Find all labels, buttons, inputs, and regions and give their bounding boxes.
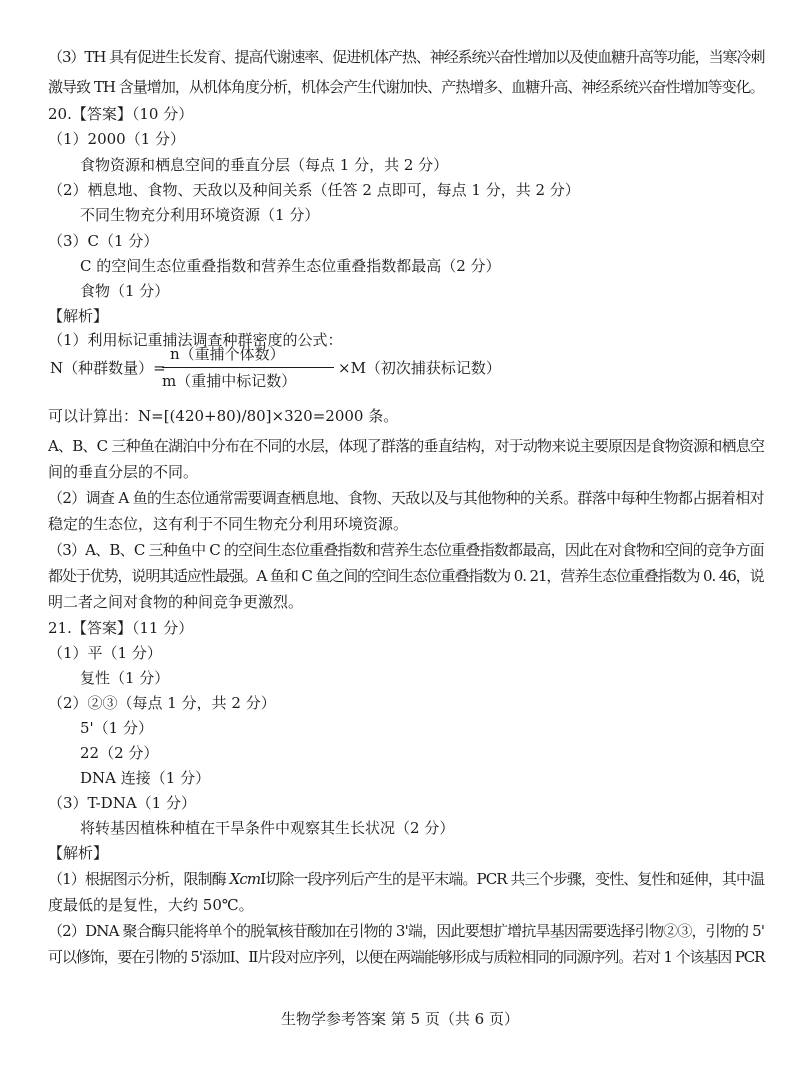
q20-answer-header: 20.【答案】（10 分） [48,105,194,123]
q19-part3-line2: 激导致 TH 含量增加，从机体角度分析，机体会产生代谢加快、产热增多、血糖升高、神经系统兴奋性增加等变化。 [48,78,764,96]
formula-denominator: m（重捕中标记数） [162,372,297,390]
q21-answer-1: （1）平（1 分） [48,644,162,662]
q21-answer-3: （3）T-DNA（1 分） [48,794,196,812]
fraction-bar [162,367,334,368]
q21-answer-1b: 复性（1 分） [80,669,170,687]
q21-explain-2-line2: 可以修饰，要在引物的 5'添加Ⅰ、Ⅱ片段对应序列，以便在两端能够形成与质粒相同的同源序列。若对 1 个该基因 PCR [48,948,765,966]
q21-explain-1-line1 [48,869,764,889]
q19-part3-line1: （3）TH 具有促进生长发育、提高代谢速率、促进机体产热、神经系统兴奋性增加以及使血糖升高等功能，当寒冷刺 [48,48,765,66]
q20-explain-1b-line2: 间的垂直分层的不同。 [48,463,199,481]
q21-explain-2-line1: （2）DNA 聚合酶只能将单个的脱氧核苷酸加在引物的 3'端，因此要想扩增抗旱基因需要选择引物②③，引物的 5' [48,922,765,940]
q20-answer-2b: 不同生物充分利用环境资源（1 分） [80,206,320,224]
q21-answer-2b: 5'（1 分） [80,719,153,737]
formula-lhs: N（种群数量）= [50,359,166,377]
q20-answer-3: （3）C（1 分） [48,232,159,250]
q21-answer-3b: 将转基因植株种植在干旱条件中观察其生长状况（2 分） [80,819,455,837]
q20-answer-1: （1）2000（1 分） [48,130,186,148]
q20-explain-3-line2: 都处于优势，说明其适应性最强。A 鱼和 C 鱼之间的空间生态位重叠指数为 0. 21，营养生态位重叠指数为 0. 46，说 [48,567,764,585]
formula-rhs: ×M（初次捕获标记数） [338,359,501,377]
q20-calculation: 可以计算出：N=[(420+80)/80]×320=2000 条。 [48,407,399,425]
q21-analysis-header: 【解析】 [48,844,109,862]
q20-answer-3c: 食物（1 分） [80,282,170,300]
q21-answer-2d: DNA 连接（1 分） [80,769,211,787]
q20-answer-2: （2）栖息地、食物、天敌以及种间关系（任答 2 点即可，每点 1 分，共 2 分） [48,181,580,199]
q20-explain-1: （1）利用标记重捕法调查种群密度的公式： [48,331,343,349]
q20-explain-3-line1: （3）A、B、C 三种鱼中 C 的空间生态位重叠指数和营养生态位重叠指数都最高，因此在对食物和空间的竞争方面 [48,541,764,559]
enzyme-name: Xcm [229,870,261,888]
formula-numerator: n（重捕个体数） [170,345,285,363]
page-footer: 生物学参考答案 第 5 页（共 6 页） [281,1010,519,1028]
q21-explain-1-line2: 度最低的是复性，大约 50℃。 [48,896,254,914]
q20-explain-2-line2: 稳定的生态位，这有利于不同生物充分利用环境资源。 [48,515,409,533]
q20-analysis-header: 【解析】 [48,307,109,325]
q21-answer-header: 21.【答案】（11 分） [48,619,194,637]
q21-explain-1-prefix: （1）根据图示分析，限制酶 [48,870,230,888]
q20-explain-3-line3: 明二者之间对食物的种间竞争更激烈。 [48,593,304,611]
q21-answer-2c: 22（2 分） [80,744,159,762]
q20-answer-3b: C 的空间生态位重叠指数和营养生态位重叠指数都最高（2 分） [80,257,501,275]
q20-explain-1b-line1: A、B、C 三种鱼在湖泊中分布在不同的水层，体现了群落的垂直结构，对于动物来说主要原因是食物资源和栖息空 [48,437,765,455]
q21-answer-2: （2）②③（每点 1 分，共 2 分） [48,694,276,712]
q20-answer-1b: 食物资源和栖息空间的垂直分层（每点 1 分，共 2 分） [80,156,449,174]
q20-explain-2-line1: （2）调查 A 鱼的生态位通常需要调查栖息地、食物、天敌以及与其他物种的关系。群落中每种生物都占据着相对 [48,489,764,507]
q21-explain-1-suffix: Ⅰ切除一段序列后产生的是平末端。PCR 共三个步骤，变性、复性和延伸，其中温 [260,870,765,888]
